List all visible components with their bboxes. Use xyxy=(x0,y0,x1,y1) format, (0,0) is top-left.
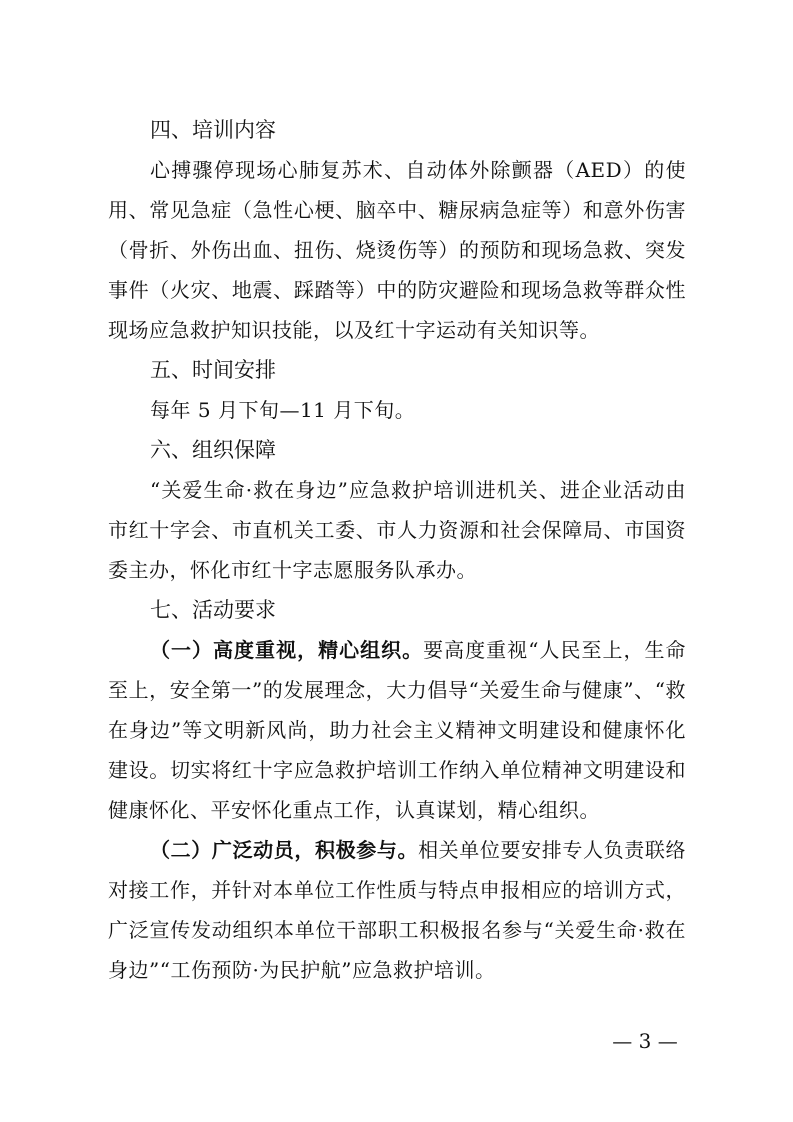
requirement-item-2 xyxy=(108,830,686,990)
requirement-item-1-lead: （一）高度重视，精心组织。 xyxy=(150,638,424,662)
requirement-item-1 xyxy=(108,630,686,830)
heading-schedule: 五、时间安排 xyxy=(150,358,276,382)
paragraph-schedule: 每年 5 月下旬—11 月下旬。 xyxy=(150,398,416,422)
paragraph-organization: “关爱生命·救在身边”应急救护培训进机关、进企业活动由市红十字会、市直机关工委、市人力资源和社会保障局、市国资委主办，怀化市红十字志愿服务队承办。 xyxy=(108,478,686,582)
heading-organization: 六、组织保障 xyxy=(150,438,276,462)
document-body xyxy=(108,110,686,990)
requirement-item-2-text: 相关单位要安排专人负责联络对接工作，并针对本单位工作性质与特点申报相应的培训方式，广泛宣传发动组织本单位干部职工积极报名参与“关爱生命·救在身边”“工伤预防·为民护航”应急救护培训。 xyxy=(108,838,687,982)
requirement-item-1-text: 要高度重视“人民至上，生命至上，安全第一”的发展理念，大力倡导“关爱生命与健康”、“救在身边”等文明新风尚，助力社会主义精神文明建设和健康怀化建设。切实将红十字应急救护培训工作纳入单位精神文明建设和健康怀化、平安怀化重点工作，认真谋划，精心组织。 xyxy=(108,638,686,822)
heading-requirements: 七、活动要求 xyxy=(150,598,276,622)
paragraph-training-content: 心搏骤停现场心肺复苏术、自动体外除颤器（AED）的使用、常见急症（急性心梗、脑卒中、糖尿病急症等）和意外伤害（骨折、外伤出血、扭伤、烧烫伤等）的预防和现场急救、突发事件（火灾、地震、踩踏等）中的防灾避险和现场急救等群众性现场应急救护知识技能，以及红十字运动有关知识等。 xyxy=(108,158,686,342)
requirement-item-2-lead: （二）广泛动员，积极参与。 xyxy=(150,838,419,862)
page-number: — 3 — xyxy=(612,1029,678,1053)
heading-training-content: 四、培训内容 xyxy=(150,118,276,142)
